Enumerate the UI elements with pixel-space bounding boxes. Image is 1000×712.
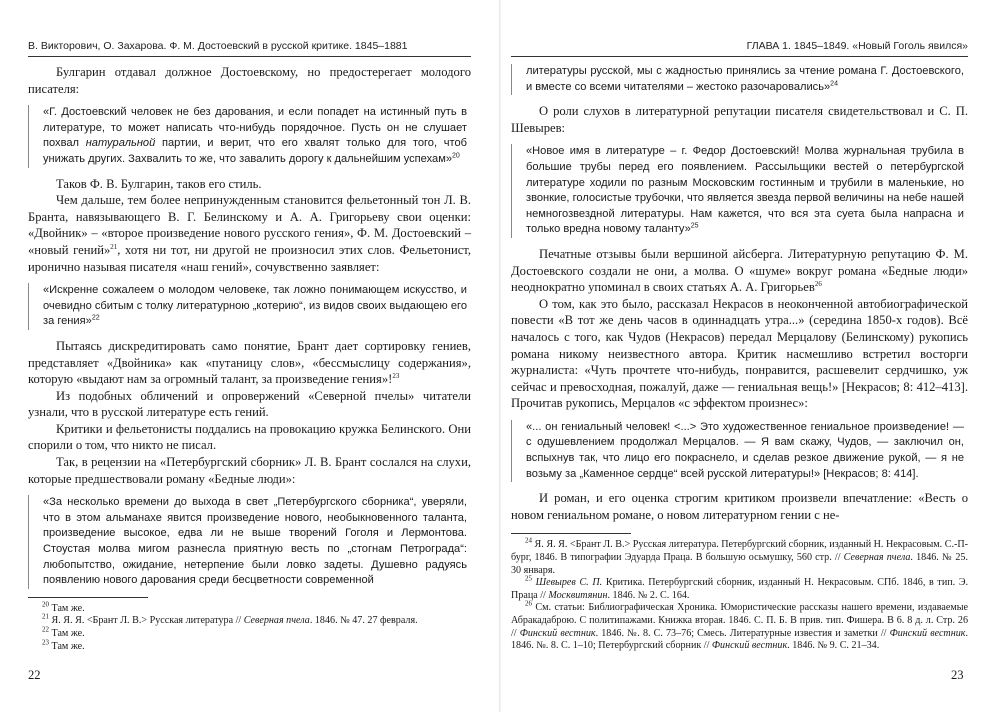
footnote: $^{25}$ Шевырев С. П. Критика. Петербургский сборник, изданный Н. Некрасовым. СПб. 1846, в тип. Э. Праца // Москвитянин. 1846. № 2. С. 164. <box>511 574 969 601</box>
footnote-rule <box>511 533 631 534</box>
paragraph: И роман, и его оценка строгим критиком произвели впечатление: «Весть о новом гениальном романе, о новом литературном гении с не- <box>511 491 968 522</box>
paragraph: О том, как это было, рассказал Некрасов в неоконченной автобиографической повести «В тот же день часов в одиннадцать утра...» (середина 1850-х годов). Всё началось с того, как Чудов (Некрасов) передал Мерцалову (Белинскому) рукопись романа никому неизвестного автора. Критик насмешливо встретил восторги журналиста: «Чуть прочтете что-нибудь, понравится, расшевелит сердчишко, уж сейчас и превосходная, пожалуй, даже — гениальная вещь!» [Некрасов; 8: 412–413]. Прочитав рукопись, Мерцалов «с эффектом произнес»: <box>511 296 968 411</box>
paragraph: Булгарин отдавал должное Достоевскому, но предостерегает молодого писателя: <box>28 65 471 96</box>
header-rule <box>28 56 471 57</box>
paragraph: Из подобных обличений и опровержений «Северной пчелы» читатели узнали, что в русской литературе есть гений. <box>28 388 471 420</box>
footnote: $^{24}$ Я. Я. Я. <Брант Л. В.> Русская литература. Петербургский сборник, изданный Н. Некрасовым. С.-П-бург, 1846. В типографии Эдуарда Праца. В большую осьмушку, 560 стр. // Северная пчела. 1846. № 25. 30 января. <box>511 537 968 576</box>
block-quote: «Искренне сожалеем о молодом человеке, так ложно понимающем искусство, и очевидно сбитым с толку литературною „котерию“, из видов своих выдающею его за гения»$^{22}$ <box>28 283 471 330</box>
footnote: $^{23}$ Там же. <box>42 638 85 652</box>
footnote: $^{22}$ Там же. <box>42 625 85 639</box>
block-quote-continued: литературы русской, мы с жадностью принялись за чтение романа Г. Достоевского, и вместе со всеми читателями – жестоко разочаровались»$^{24}$ <box>511 64 968 95</box>
footnote-rule <box>28 597 148 598</box>
block-quote: «Новое имя в литературе – г. Федор Достоевский! Молва журнальная трубила в большие трубы перед его появлением. Рассыльщики вестей о петербургской литературе ходили по разным Московским гостинным и трубили в маленькие, но звонкие, голосистые трубочки, что является звезда первой величины на небе нашей немногозвездной литературы. Нам кажется, что вся эта суета была напрасна и только вредна новому таланту»$^{25}$ <box>511 144 968 238</box>
footnote: $^{26}$ См. статьи: Библиографическая Хроника. Юмористические рассказы нашего времени, издаваемые Абракадаброю. С политипажами. Книжка вторая. 1846. С. П. Б. В прив. тип. Фишера. В 6. 8 д. л. Стр. 26 // Финский вестник. 1846. №. 8. С. 73–76; Смесь. Литературные известия и заметки // Финский вестник. 1846. №. 8. С. 1–10; Петербургский сборник // Финский вестник. 1846. № 9. С. 21–34. <box>511 600 969 652</box>
footnote-ref[interactable]: 20 <box>452 152 460 160</box>
footnote-ref[interactable]: 26 <box>814 279 822 288</box>
header-rule <box>511 56 968 57</box>
paragraph: Таков Ф. В. Булгарин, таков его стиль. <box>56 176 262 191</box>
paragraph: Так, в рецензии на «Петербургский сборник» Л. В. Брант сослался на слухи, которые предшествовали роману «Бедные люди»: <box>28 455 471 486</box>
footnote-ref[interactable]: 24 <box>830 79 838 87</box>
running-header-right: ГЛАВА 1. 1845–1849. «Новый Гоголь явился» <box>746 40 968 52</box>
running-header-left: В. Викторович, О. Захарова. Ф. М. Достоевский в русской критике. 1845–1881 <box>28 40 408 52</box>
footnote-ref[interactable]: 22 <box>91 314 100 322</box>
left-page-body <box>28 64 471 653</box>
paragraph: Критики и фельетонисты поддались на провокацию кружка Белинского. Они спорили о том, что никто не писал. <box>28 421 471 453</box>
paragraph: Печатные отзывы были вершиной айсберга. Литературную репутацию Ф. М. Достоевского создали не они, а молва. О «шуме» вокруг романа «Бедные люди» неоднократно упоминал в своих статьях А. А. Григорьев$^{26}$ <box>511 246 968 295</box>
footnote: $^{20}$ Там же. <box>42 600 85 614</box>
left-page <box>0 0 499 712</box>
footnote-ref[interactable]: 21 <box>110 242 118 251</box>
right-page <box>501 0 1000 712</box>
footnote-ref[interactable]: 25 <box>690 222 699 230</box>
page-number: 22 <box>28 668 41 682</box>
paragraph: Чем дальше, тем более непринужденным становится фельетонный тон Л. В. Бранта, навязывающего В. Г. Белинскому и А. А. Григорьеву свои оценки: «Двойник» – «второе произведение нового русского гения», Ф. М. Достоевский – «новый гений»$^{21}$, хотя ни тот, ни другой не произносил этих слов. Фельетонист, иронично называя писателя «наш гений», сочувственно заявляет: <box>28 193 472 274</box>
page-number: 23 <box>951 668 964 682</box>
footnote: $^{21}$ Я. Я. Я. <Брант Л. В.> Русская литература // Северная пчела. 1846. № 47. 27 февраля. <box>42 613 418 627</box>
right-page-body <box>511 64 968 653</box>
paragraph: О роли слухов в литературной репутации писателя свидетельствовал и С. П. Шевырев: <box>511 104 968 135</box>
block-quote: «Г. Достоевский человек не без дарования, и если попадет на истинный путь в литературе, то может написать что-нибудь порядочное. Пусть он не слушает похвал натуральной партии, и верит, что его хвалят только для того, чтоб унижать других. Захвалить то же, что завалить дорогу к дальнейшим успехам»$^{20}$ <box>28 105 471 167</box>
paragraph: Пытаясь дискредитировать само понятие, Брант дает сортировку гениев, представляет «Двойника» как «путаницу слов», «бессмыслицу содержания», которую «выдают нам за огромный талант, за произведение гения»!$^{23}$ <box>28 338 471 387</box>
block-quote: «... он гениальный человек! <...> Это художественное гениальное произведение! — с одушевлением продолжал Мерцалов. — Я вам скажу, Чудов, — заключил он, вспыхнув так, что лицо его покраснело, и сделав резкое движение рукой, — я не возьму за „Каменное сердце“ всей русской литературы!» [Некрасов; 8: 414]. <box>511 420 968 482</box>
block-quote: «За несколько времени до выхода в свет „Петербургского сборника“, уверяли, что в этом альманахе явится произведение нового, необыкновенного таланта, произведение высокое, едва ли не выше творений Гоголя и Лермонтова. Стоустая молва мигом разнесла приятную весть по „стогнам Петрограда“: любопытство, ожидание, нетерпение были ловко задеты. Душевно радуясь появлению нового дарования среди бесцветности современной <box>28 495 471 589</box>
footnote-ref[interactable]: 23 <box>392 371 400 380</box>
